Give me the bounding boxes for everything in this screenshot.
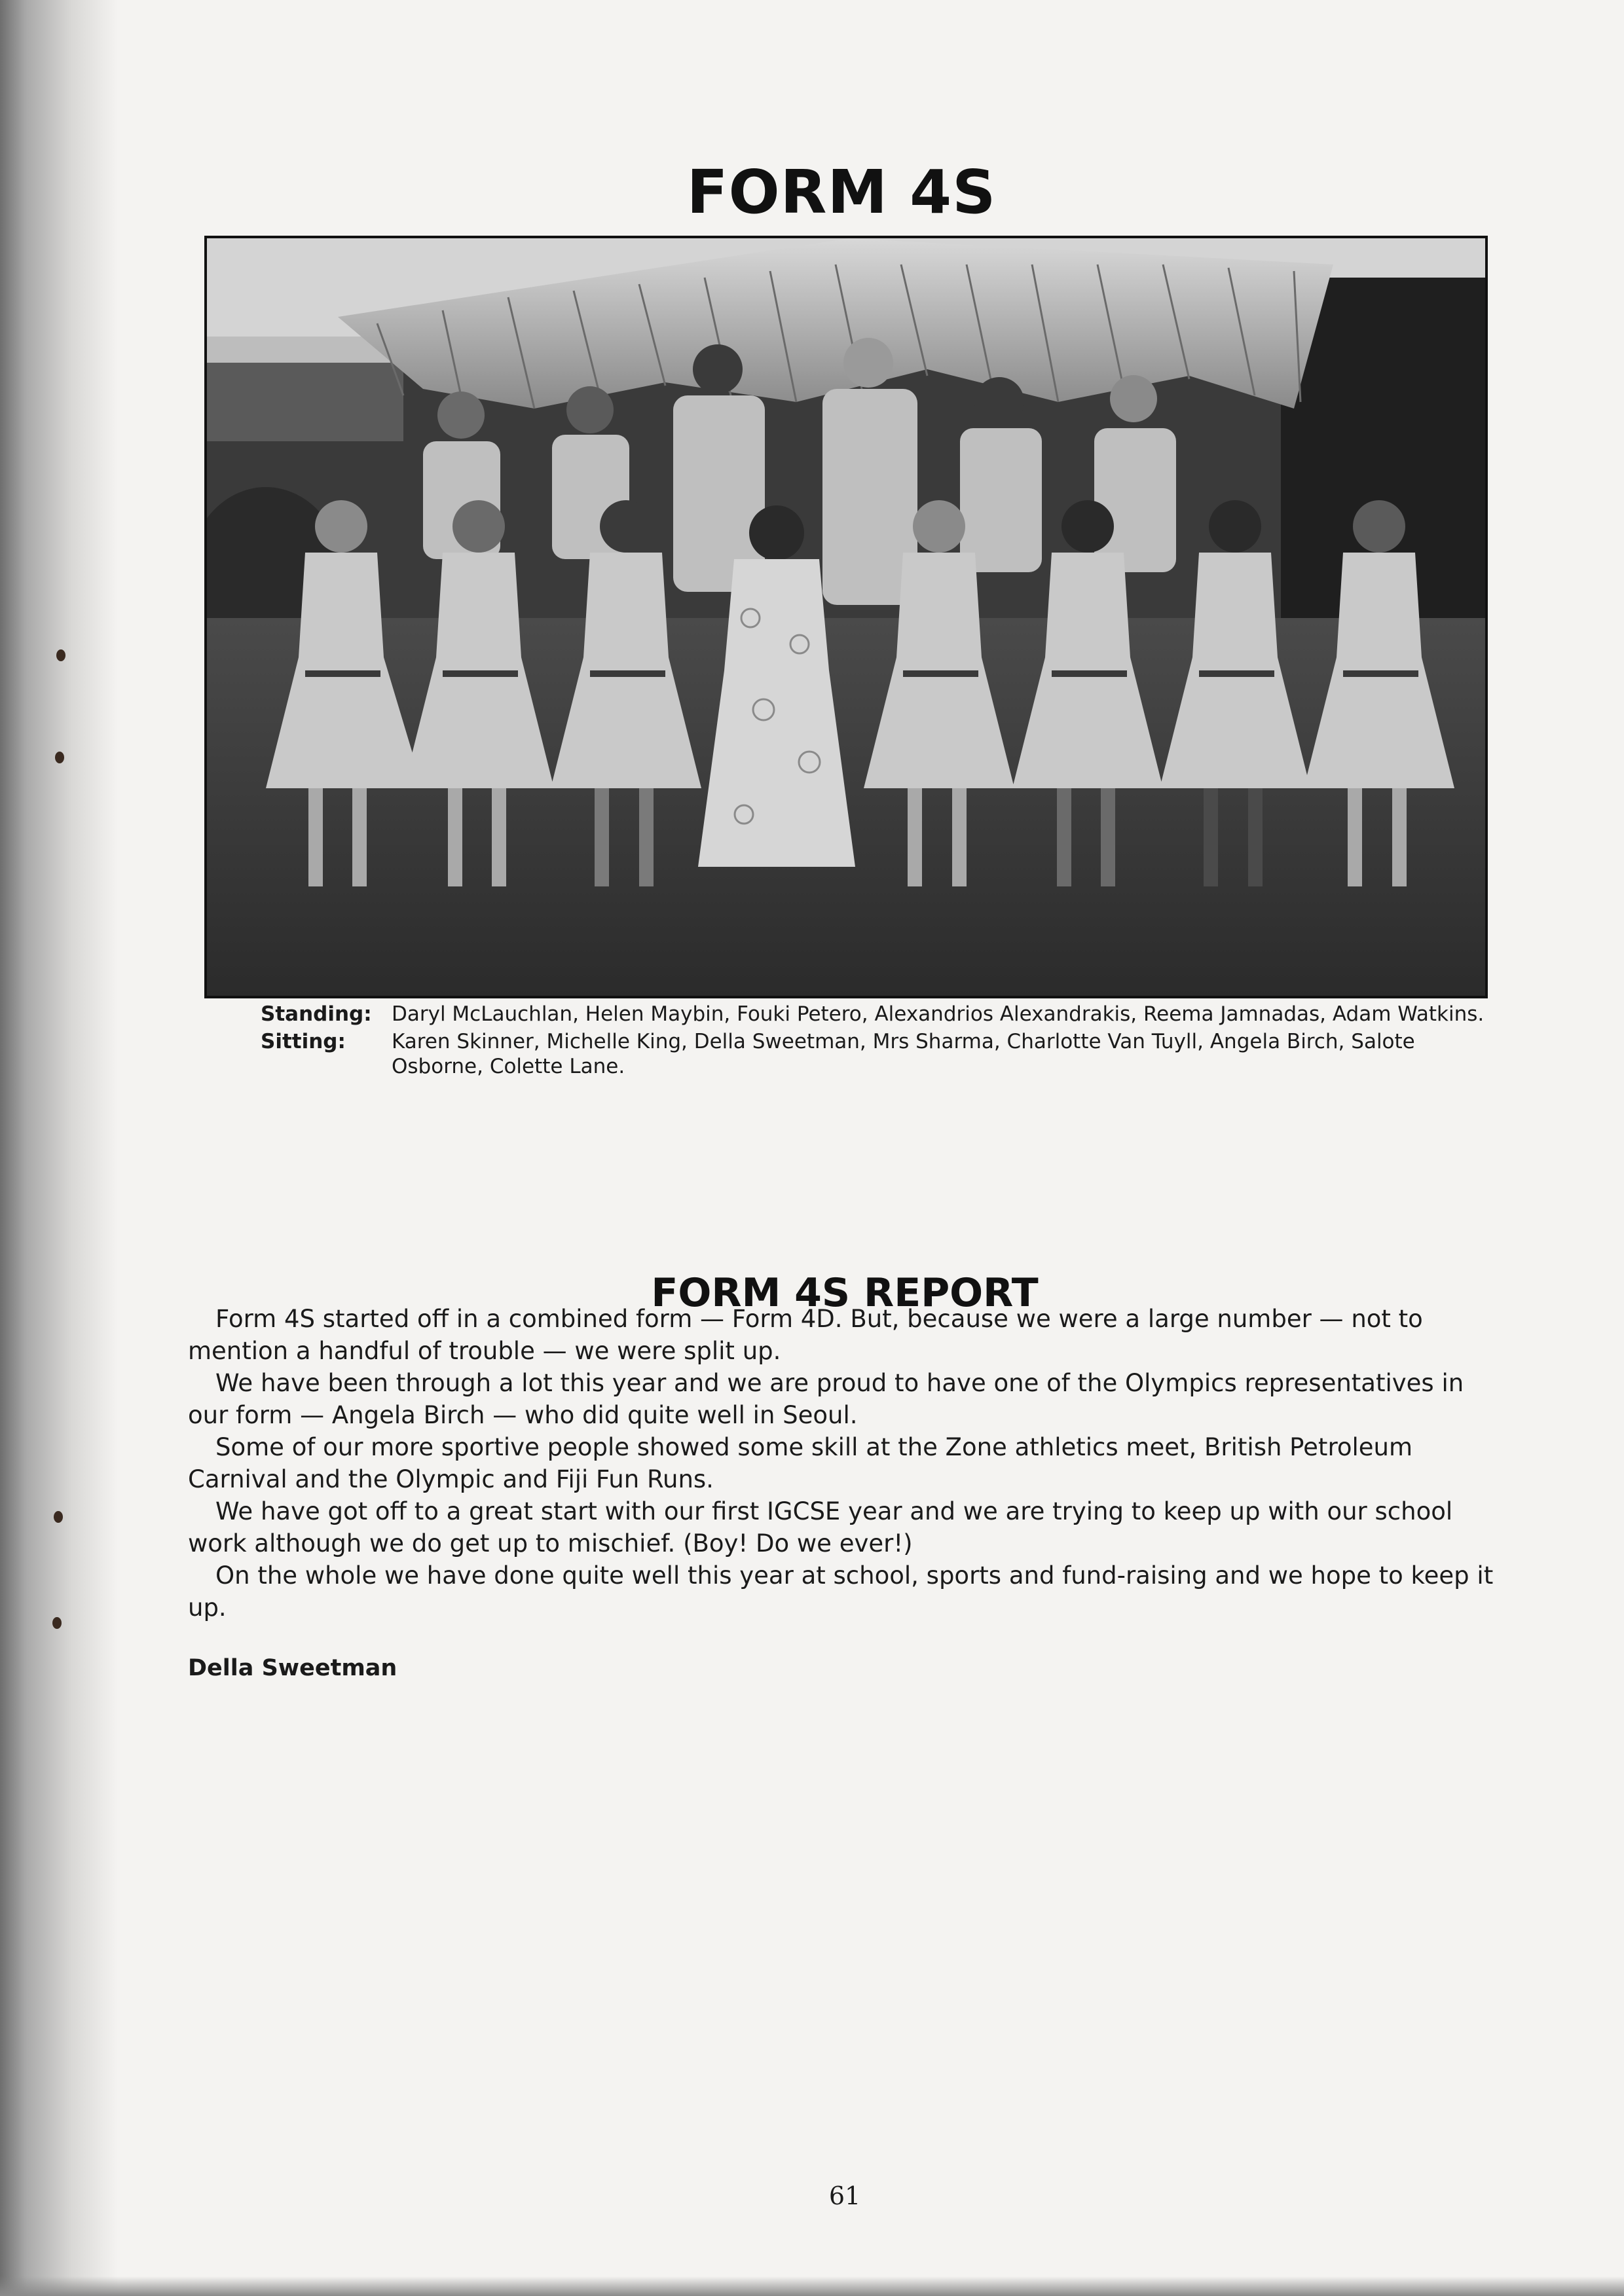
standing-names: Daryl McLauchlan, Helen Maybin, Fouki Petero, Alexandrios Alexandrakis, Reema Jamnadas, Adam Watkins. — [392, 1002, 1485, 1026]
sitting-label: Sitting: — [261, 1030, 346, 1053]
page-bottom-edge — [0, 2276, 1624, 2296]
sitting-names: Karen Skinner, Michelle King, Della Sweetman, Mrs Sharma, Charlotte Van Tuyll, Angela Birch, Salote Osborne, Colette Lane. — [392, 1030, 1415, 1078]
report-paragraph: Form 4S started off in a combined form — Form 4D. But, because we were a large number — not to mention a handful of trouble — we were split up. — [188, 1305, 1423, 1365]
standing-label: Standing: — [261, 1002, 372, 1026]
binding-mark — [56, 649, 65, 661]
report-body — [188, 1303, 1496, 1624]
report-paragraph: We have got off to a great start with our first IGCSE year and we are trying to keep up with our school work although we do get up to mischief. (Boy! Do we ever!) — [188, 1497, 1453, 1558]
report-title: FORM 4S REPORT — [651, 1269, 1039, 1316]
binding-mark — [55, 752, 64, 763]
report-author: Della Sweetman — [188, 1655, 397, 1681]
caption-standing-row — [261, 1002, 1492, 1027]
page-number: 61 — [828, 2181, 861, 2210]
class-photo — [204, 236, 1488, 998]
report-paragraph: Some of our more sportive people showed some skill at the Zone athletics meet, British Petroleum Carnival and the Olympic and Fiji Fun Runs. — [188, 1433, 1413, 1493]
report-paragraph: On the whole we have done quite well this year at school, sports and fund-raising and we hope to keep it up. — [188, 1561, 1494, 1622]
binding-mark — [54, 1511, 63, 1523]
report-paragraph: We have been through a lot this year and we are proud to have one of the Olympics representatives in our form — Angela Birch — who did quite well in Seoul. — [188, 1369, 1464, 1429]
page-title: FORM 4S — [686, 156, 997, 227]
binding-mark — [52, 1617, 62, 1629]
caption-sitting-row — [261, 1029, 1492, 1079]
page-binding-shadow — [0, 0, 118, 2296]
photo-caption — [261, 1002, 1492, 1082]
